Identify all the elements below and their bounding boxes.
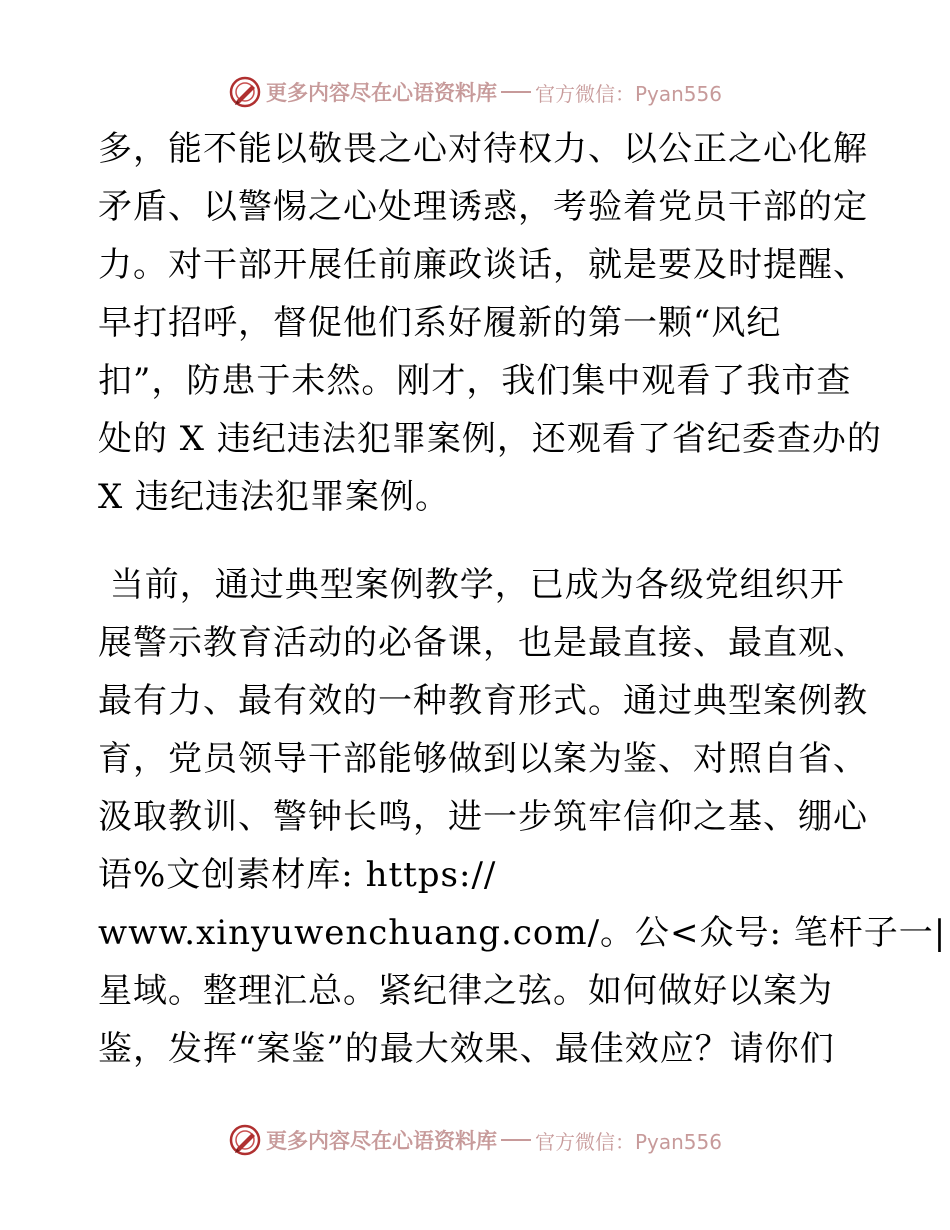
text-line: 当前，通过典型案例教学，已成为各级党组织开 [98,565,845,605]
pen-logo-icon [228,1123,262,1157]
text-line: 最有力、最有效的一种教育形式。通过典型案例教 [98,681,868,721]
document-body [98,120,947,1078]
paragraph-gap [98,526,858,556]
text-line: 处的 X 违纪违法犯罪案例，还观看了省纪委查办的 [98,419,882,459]
text-line: 汲取教训、警钟长鸣，进一步筑牢信仰之基、绷心 [98,797,868,837]
text-line: 展警示教育活动的必备课，也是最直接、最直观、 [98,623,868,663]
banner-official-wechat: 官方微信：Pyan556 [534,81,722,106]
text-line: 育，党员领导干部能够做到以案为鉴、对照自省、 [98,739,868,779]
text-line: 早打招呼，督促他们系好履新的第一颗“风纪 [98,303,782,343]
banner-slogan: 更多内容尽在心语资料库 [265,80,497,105]
banner-dash [501,1139,531,1141]
header-banner [0,72,950,112]
footer-banner [0,1120,950,1160]
paragraph-2 [98,556,947,1078]
text-line: 扣”，防患于未然。刚才，我们集中观看了我市查 [98,361,852,401]
text-line: 星域。整理汇总。紧纪律之弦。如何做好以案为 [98,971,833,1011]
paragraph-1 [98,120,882,526]
text-line: 鉴，发挥“案鉴”的最大效果、最佳效应？请你们 [98,1029,835,1069]
pen-logo-icon [228,75,262,109]
banner-dash [501,91,531,93]
text-line: 语%文创素材库: https:// [98,855,497,895]
text-line: 多，能不能以敬畏之心对待权力、以公正之心化解 [98,129,868,169]
banner-official-wechat: 官方微信：Pyan556 [534,1129,722,1154]
text-line: 矛盾、以警惕之心处理诱惑，考验着党员干部的定 [98,187,868,227]
text-line: X 违纪违法犯罪案例。 [98,477,451,517]
banner-slogan: 更多内容尽在心语资料库 [265,1128,497,1153]
text-line: 力。对干部开展任前廉政谈话，就是要及时提醒、 [98,245,868,285]
text-line: www.xinyuwenchuang.com/。公<众号: 笔杆子一| [98,913,947,953]
